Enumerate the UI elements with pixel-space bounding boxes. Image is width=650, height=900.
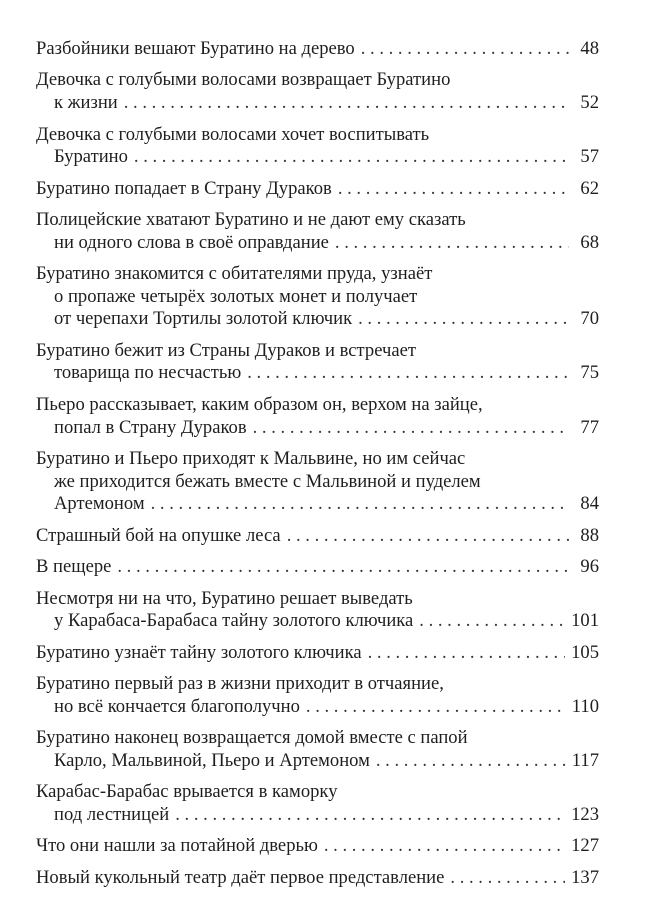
toc-entry bbox=[36, 340, 599, 385]
toc-entry bbox=[36, 394, 599, 439]
toc-entry bbox=[36, 178, 599, 201]
toc-page-number: 57 bbox=[580, 146, 599, 168]
toc-entry-title-line: но всё кончается благополучно bbox=[54, 695, 300, 717]
toc-entry bbox=[36, 124, 599, 169]
toc-entry-title-line: Несмотря ни на что, Буратино решает выведать bbox=[36, 587, 413, 609]
toc-entry-last-line bbox=[36, 92, 599, 115]
dot-leader bbox=[335, 232, 569, 255]
toc-entry-title-line: Буратино попадает в Страну Дураков bbox=[36, 177, 332, 199]
toc-entry-title-line: Буратино бежит из Страны Дураков и встречает bbox=[36, 339, 416, 361]
dot-leader bbox=[361, 38, 569, 61]
dot-leader bbox=[376, 750, 566, 773]
toc-entry-title-line: попал в Страну Дураков bbox=[54, 416, 247, 438]
toc-entry-last-line bbox=[36, 696, 599, 719]
toc-entry-last-line bbox=[36, 867, 599, 890]
toc-entry-last-line bbox=[36, 750, 599, 773]
toc-entry-title-line: у Карабаса-Барабаса тайну золотого ключика bbox=[54, 610, 414, 632]
dot-leader bbox=[124, 92, 569, 115]
toc-page-number: 127 bbox=[571, 835, 599, 857]
toc-page-number: 52 bbox=[580, 92, 599, 114]
toc-entry-title-line: Карабас-Барабас врывается в каморку bbox=[36, 781, 338, 803]
toc-entry-title-line: ни одного слова в своё оправдание bbox=[54, 231, 329, 253]
toc-entry bbox=[36, 673, 599, 718]
toc-entry-title-line: Разбойники вешают Буратино на дерево bbox=[36, 38, 355, 59]
toc-entry-title-line: Пьеро рассказывает, каким образом он, верхом на зайце, bbox=[36, 393, 483, 415]
toc-entry-title-line: Буратино первый раз в жизни приходит в отчаяние, bbox=[36, 673, 444, 695]
toc-entry-last-line bbox=[36, 835, 599, 858]
toc-page-number: 105 bbox=[571, 641, 599, 663]
toc-entry-title-line: Буратино наконец возвращается домой вместе с папой bbox=[36, 727, 468, 749]
toc-entry-title-line: к жизни bbox=[54, 92, 118, 114]
toc-page-number: 88 bbox=[580, 524, 599, 546]
toc-page-number: 77 bbox=[580, 416, 599, 438]
table-of-contents bbox=[36, 38, 599, 898]
toc-entry bbox=[36, 448, 599, 516]
toc-page-number: 84 bbox=[580, 493, 599, 515]
toc-entry-title-line: от черепахи Тортилы золотой ключик bbox=[54, 308, 353, 330]
toc-entry-title-line: Буратино знакомится с обитателями пруда, узнаёт bbox=[36, 263, 433, 285]
toc-entry-title-line: Девочка с голубыми волосами возвращает Буратино bbox=[36, 69, 451, 91]
toc-entry-last-line bbox=[36, 556, 599, 579]
toc-page-number: 117 bbox=[571, 749, 599, 771]
toc-entry-last-line bbox=[36, 493, 599, 516]
toc-entry bbox=[36, 209, 599, 254]
dot-leader bbox=[368, 642, 566, 665]
toc-entry-last-line bbox=[36, 804, 599, 827]
toc-page-number: 70 bbox=[580, 308, 599, 330]
toc-entry-last-line bbox=[36, 525, 599, 548]
toc-page-number: 110 bbox=[571, 695, 599, 717]
toc-entry bbox=[36, 588, 599, 633]
toc-entry-title-line: Полицейские хватают Буратино и не дают ему сказать bbox=[36, 209, 466, 231]
toc-page-number: 101 bbox=[571, 610, 599, 632]
toc-entry-title-line: Девочка с голубыми волосами хочет воспитывать bbox=[36, 123, 430, 145]
toc-entry-title-line: Что они нашли за потайной дверью bbox=[36, 835, 318, 857]
toc-entry-last-line bbox=[36, 146, 599, 169]
dot-leader bbox=[175, 804, 565, 827]
dot-leader bbox=[253, 417, 569, 440]
toc-entry-title-line: же приходится бежать вместе с Мальвиной и пуделем bbox=[54, 470, 481, 492]
toc-entry-title-line: товарища по несчастью bbox=[54, 362, 242, 384]
toc-page-number: 96 bbox=[580, 556, 599, 578]
toc-entry bbox=[36, 835, 599, 858]
dot-leader bbox=[134, 146, 569, 169]
dot-leader bbox=[358, 308, 569, 331]
toc-entry bbox=[36, 38, 599, 61]
toc-entry-last-line bbox=[36, 38, 599, 61]
toc-entry-last-line bbox=[36, 308, 599, 331]
toc-entry-title-line: Буратино и Пьеро приходят к Мальвине, но им сейчас bbox=[36, 448, 466, 470]
toc-entry-title-line: Буратино bbox=[54, 146, 128, 168]
dot-leader bbox=[247, 362, 569, 385]
toc-entry-last-line bbox=[36, 610, 599, 633]
toc-entry-title-line: В пещере bbox=[36, 556, 112, 578]
toc-entry-title-line: Артемоном bbox=[54, 493, 145, 515]
toc-page-number: 137 bbox=[571, 866, 599, 888]
toc-page-number: 68 bbox=[580, 231, 599, 253]
toc-page-number: 75 bbox=[580, 362, 599, 384]
dot-leader bbox=[324, 835, 565, 858]
toc-page-number: 123 bbox=[571, 803, 599, 825]
dot-leader bbox=[306, 696, 566, 719]
toc-entry bbox=[36, 263, 599, 331]
toc-page-number: 62 bbox=[580, 177, 599, 199]
toc-entry-title-line: Буратино узнаёт тайну золотого ключика bbox=[36, 641, 362, 663]
toc-entry-title-line: Новый кукольный театр даёт первое представление bbox=[36, 866, 445, 888]
toc-entry bbox=[36, 867, 599, 890]
toc-entry bbox=[36, 525, 599, 548]
toc-entry bbox=[36, 781, 599, 826]
toc-entry-title-line: Страшный бой на опушке леса bbox=[36, 524, 281, 546]
dot-leader bbox=[117, 556, 569, 579]
toc-entry-last-line bbox=[36, 178, 599, 201]
toc-entry bbox=[36, 556, 599, 579]
toc-entry-last-line bbox=[36, 232, 599, 255]
toc-page-number: 48 bbox=[580, 38, 599, 59]
dot-leader bbox=[450, 867, 565, 890]
toc-entry-last-line bbox=[36, 642, 599, 665]
toc-entry bbox=[36, 727, 599, 772]
dot-leader bbox=[287, 525, 569, 548]
dot-leader bbox=[338, 178, 569, 201]
dot-leader bbox=[419, 610, 565, 633]
toc-entry bbox=[36, 69, 599, 114]
toc-entry bbox=[36, 642, 599, 665]
toc-entry-last-line bbox=[36, 417, 599, 440]
toc-entry-title-line: о пропаже четырёх золотых монет и получает bbox=[54, 285, 418, 307]
dot-leader bbox=[151, 493, 569, 516]
toc-entry-title-line: Карло, Мальвиной, Пьеро и Артемоном bbox=[54, 749, 370, 771]
toc-entry-title-line: под лестницей bbox=[54, 803, 170, 825]
toc-entry-last-line bbox=[36, 362, 599, 385]
